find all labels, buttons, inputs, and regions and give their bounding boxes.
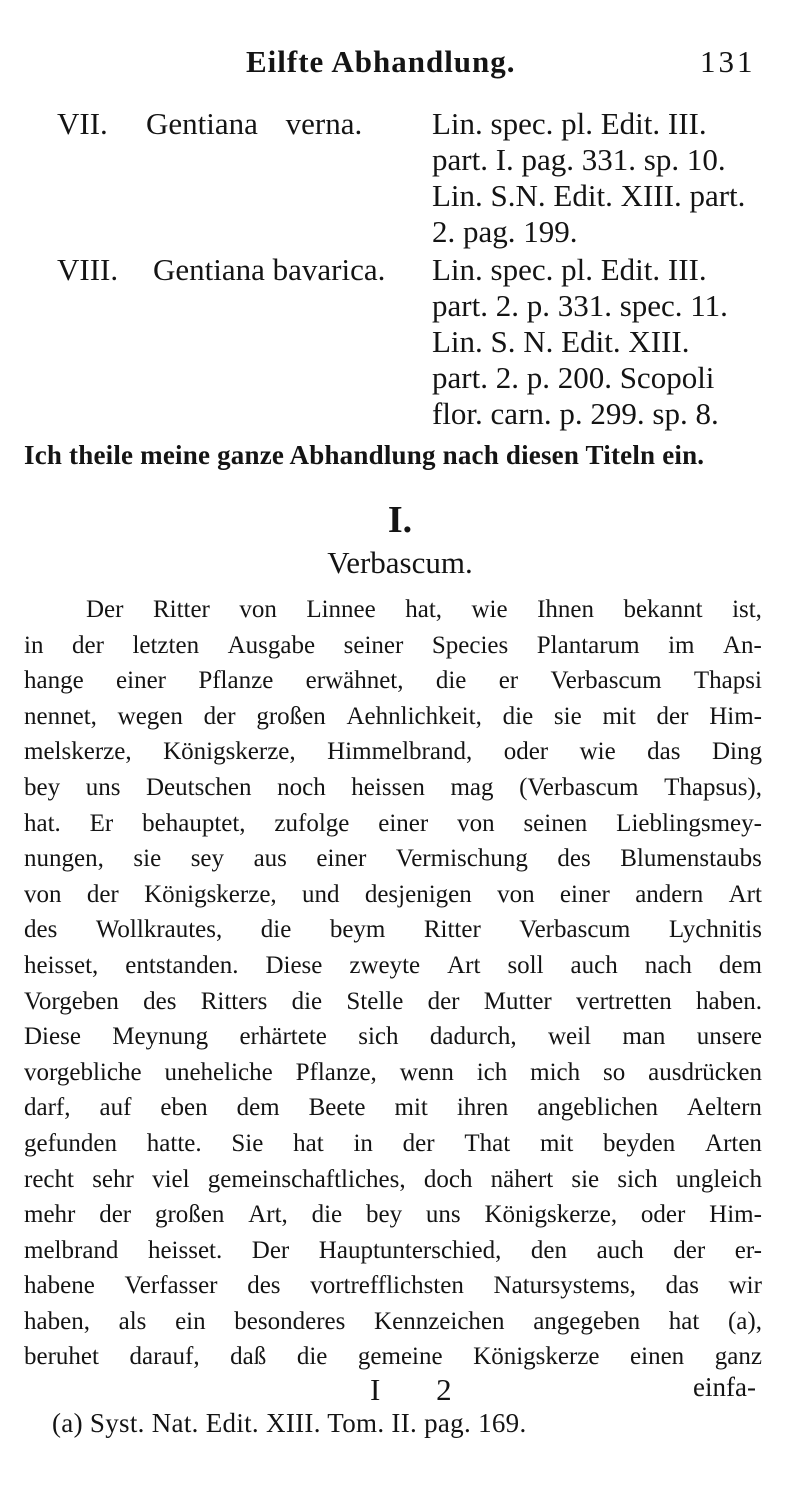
text-line: hat. Er behauptet, zufolge einer von seinen Lieblingsmey- xyxy=(24,809,762,837)
reference-line: 2. pag. 199. xyxy=(432,214,578,249)
reference-line: part. 2. p. 331. spec. 11. xyxy=(432,288,728,323)
text-line: gefunden hatte. Sie hat in der That mit beyden Arten xyxy=(24,1129,762,1157)
text-line: nungen, sie sey aus einer Vermischung des Blumenstaubs xyxy=(24,845,762,873)
text-line: beruhet darauf, daß die gemeine Königskerze einen ganz xyxy=(24,1343,762,1371)
reference-line: Lin. S. N. Edit. XIII. xyxy=(432,324,690,359)
running-head: Eilfte Abhandlung. xyxy=(246,44,516,79)
page-header xyxy=(0,44,800,84)
text-line: in der letzten Ausgabe seiner Species Plantarum im An- xyxy=(24,631,762,659)
text-line: Diese Meynung erhärtete sich dadurch, weil man unsere xyxy=(24,1023,762,1051)
reference-line: Lin. spec. pl. Edit. III. xyxy=(432,106,707,141)
body-paragraph xyxy=(24,592,762,1375)
entry-species-name: Gentiana verna. xyxy=(146,106,363,141)
text-line: Der Ritter von Linnee hat, wie Ihnen bekannt ist, xyxy=(86,596,762,623)
text-line: nennet, wegen der großen Aehnlichkeit, die sie mit der Him- xyxy=(24,702,762,730)
text-line: vorgebliche uneheliche Pflanze, wenn ich mich so ausdrücken xyxy=(24,1058,762,1086)
page-number: 131 xyxy=(700,44,756,79)
text-line: melbrand heisset. Der Hauptunterschied, den auch der er- xyxy=(24,1236,762,1264)
text-line: heisset, entstanden. Diese zweyte Art soll auch nach dem xyxy=(24,951,762,979)
reference-line: part. I. pag. 331. sp. 10. xyxy=(432,142,726,177)
text-line: hange einer Pflanze erwähnet, die er Verbascum Thapsi xyxy=(24,667,762,695)
text-line: des Wollkrautes, die beym Ritter Verbascum Lychnitis xyxy=(24,916,762,944)
entry-reference xyxy=(432,252,772,432)
text-line: Vorgeben des Ritters die Stelle der Mutter vertretten haben. xyxy=(24,987,762,1015)
footnote: (a) Syst. Nat. Edit. XIII. Tom. II. pag. 169. xyxy=(52,1408,527,1438)
section-numeral: I. xyxy=(387,499,413,541)
text-line: melskerze, Königskerze, Himmelbrand, oder wie das Ding xyxy=(24,738,762,766)
reference-line: part. 2. p. 200. Scopoli xyxy=(432,360,715,395)
reference-line: Lin. S.N. Edit. XIII. part. xyxy=(432,178,746,213)
section-title: Verbascum. xyxy=(327,545,473,580)
text-line: recht sehr viel gemeinschaftliches, doch nähert sie sich ungleich xyxy=(24,1165,762,1193)
signature-mark: I 2 xyxy=(370,1372,476,1407)
entry-reference xyxy=(432,106,772,250)
intro-sentence: Ich theile meine ganze Abhandlung nach diesen Titeln ein. xyxy=(24,440,705,470)
catchword: einfa- xyxy=(693,1372,756,1402)
text-line: von der Königskerze, und desjenigen von einer andern Art xyxy=(24,880,762,908)
text-line: mehr der großen Art, die bey uns Königskerze, oder Him- xyxy=(24,1201,762,1229)
reference-line: Lin. spec. pl. Edit. III. xyxy=(432,252,707,287)
text-line: bey uns Deutschen noch heissen mag (Verbascum Thapsus), xyxy=(24,773,762,801)
entry-species-name: Gentiana bavarica. xyxy=(153,252,386,287)
entry-number: VIII. xyxy=(57,252,119,287)
entry-number: VII. xyxy=(57,106,108,141)
text-line: habene Verfasser des vortrefflichsten Natursystems, das wir xyxy=(24,1272,762,1300)
reference-line: flor. carn. p. 299. sp. 8. xyxy=(432,396,719,431)
text-line: darf, auf eben dem Beete mit ihren angeblichen Aeltern xyxy=(24,1094,762,1122)
text-line: haben, als ein besonderes Kennzeichen angegeben hat (a), xyxy=(24,1307,762,1335)
